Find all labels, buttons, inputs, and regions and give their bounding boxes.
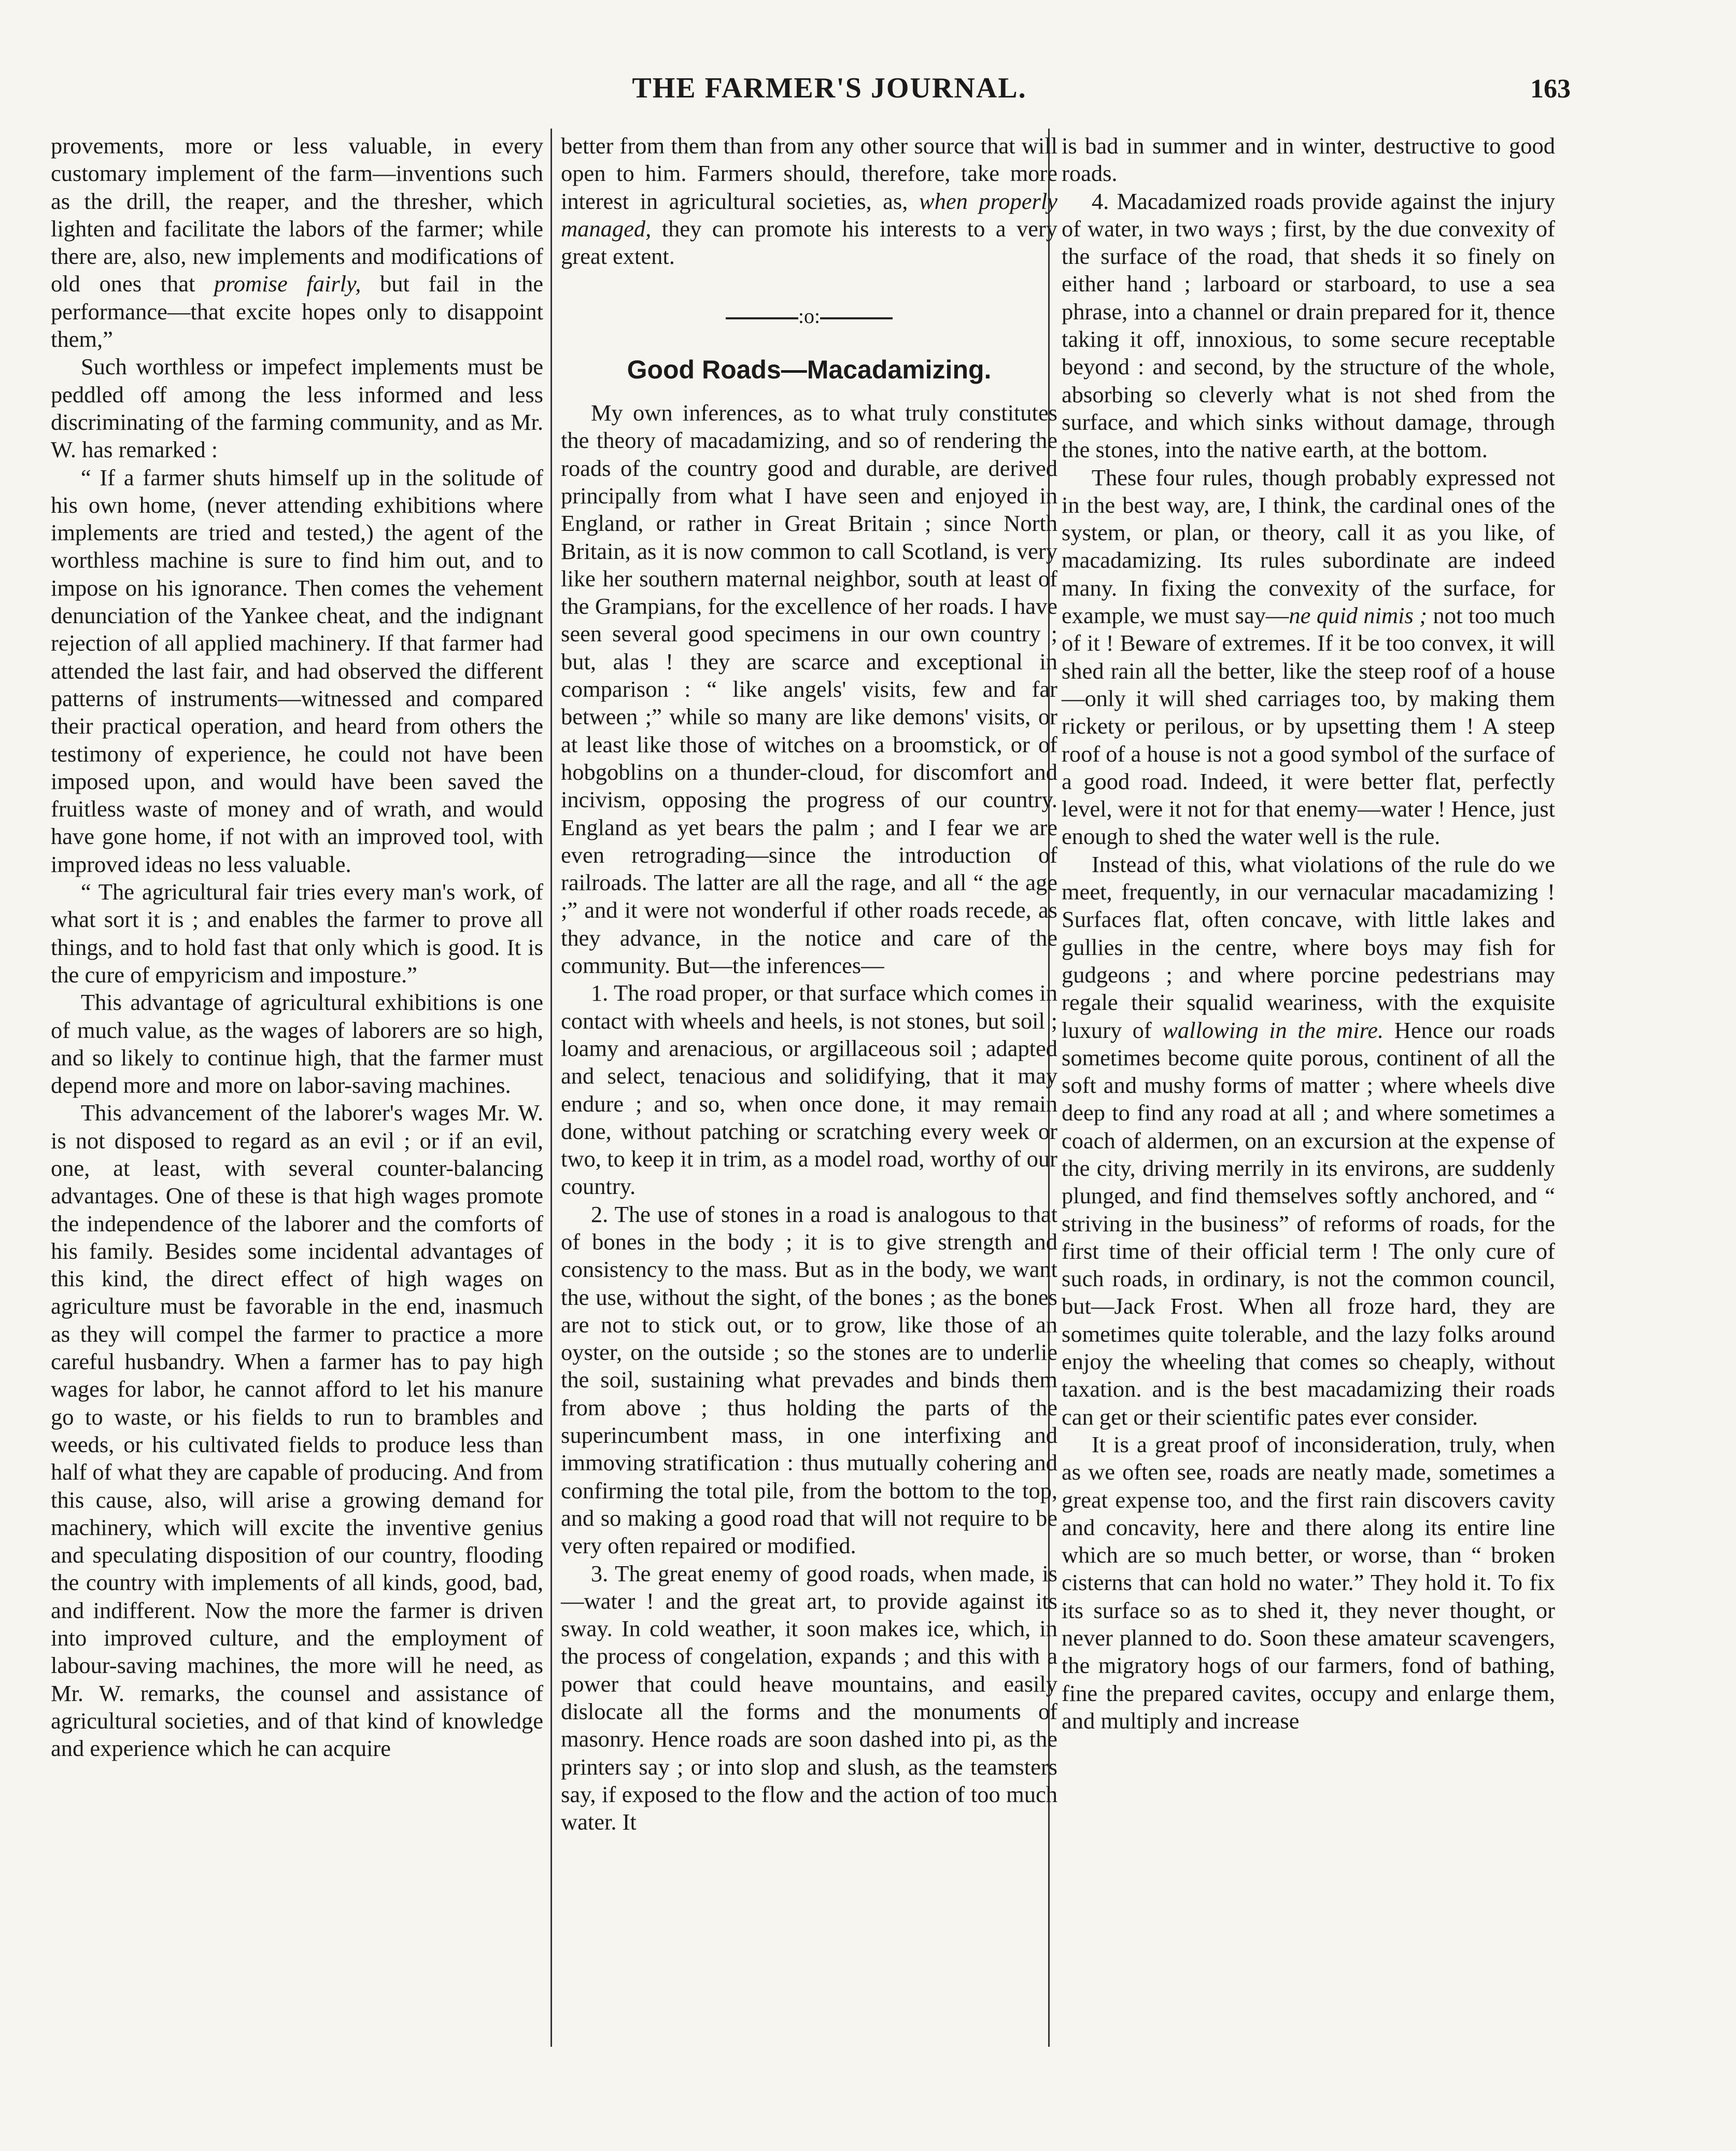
paragraph: provements, more or less valuable, in every customary implement of the farm—inventions such as the drill, the reaper, and the thresher, which lighten and facilitate the labors of the farmer; while there are, also, new implements and modifications of old ones that promise fairly, but fail in the performance—that excite hopes only to disappoint them,” (51, 133, 543, 353)
paragraph: This advancement of the laborer's wages Mr. W. is not disposed to regard as an evil ; or if an evil, one, at least, with several counter-balancing advantages. One of these is that high wages promote the independence of the laborer and the comforts of his family. Besides some incidental advantages of this kind, the direct effect of high wages on agriculture must be favorable in the end, inasmuch as they will compel the farmer to practice a more careful husbandry. When a farmer has to pay high wages for labor, he cannot afford to let his manure go to waste, or his fields to run to brambles and weeds, or his cultivated fields to produce less than half of what they are capable of producing. And from this cause, also, will arise a growing demand for machinery, which will excite the inventive genius and speculating disposition of our country, flooding the country with implements of all kinds, good, bad, and indifferent. Now the more the farmer is driven into improved culture, and the employment of labour-saving machines, the more will he need, as Mr. W. remarks, the counsel and assistance of agricultural societies, and of that kind of knowledge and experience which he can acquire (51, 1100, 543, 1762)
numbered-rule: 3. The great enemy of good roads, when made, is—water ! and the great art, to provide against its sway. In cold weather, it soon makes ice, which, in the process of congelation, expands ; and this with a power that could heave mountains, and easily dislocate all the forms and the monuments of masonry. Hence roads are soon dashed into pi, as the printers say ; or into slop and slush, as the teamsters say, if exposed to the flow and the action of too much water. It (561, 1560, 1057, 1835)
numbered-rule: 1. The road proper, or that surface which comes in contact with wheels and heels, is not stones, but soil ; loamy and arenacious, or argillaceous soil ; adapted and select, tenacious and solidifying, that it may endure ; and so, when once done, it may remain done, without patching or scratching every week or two, to keep it in trim, as a model road, worthy of our country. (561, 980, 1057, 1200)
paragraph: better from them than from any other source that will open to him. Farmers should, therefore, take more interest in agricultural societies, as, when properly managed, they can promote his interests to a very great extent. (561, 133, 1058, 270)
paragraph: is bad in summer and in winter, destructive to good roads. (1062, 133, 1555, 187)
paragraph: This advantage of agricultural exhibitions is one of much value, as the wages of laborers are so high, and so likely to continue high, that the farmer must depend more and more on labor-saving machines. (51, 989, 543, 1099)
paragraph: These four rules, though probably expressed not in the best way, are, I think, the cardinal ones of the system, or plan, or theory, call it as you like, of macadamizing. Its rules subordinate are indeed many. In fixing the convexity of the surface, for example, we must say—ne quid nimis ; not too much of it ! Beware of extremes. If it be too convex, it will shed rain all the better, like the steep roof of a house—only it will shed carriages too, by making them rickety or perilous, or by upsetting them ! A steep roof of a house is not a good symbol of the surface of a good road. Indeed, it were better flat, perfectly level, were it not for that enemy—water ! Hence, just enough to shed the water well is the rule. (1062, 464, 1556, 850)
numbered-rule: 4. Macadamized roads provide against the injury of water, in two ways ; first, by the due convexity of the surface of the road, that sheds it so finely on either hand ; larboard or starboard, to use a sea phrase, into a channel or drain prepared for it, thence taking it off, innoxious, to some secure receptable beyond : and second, by the structure of the whole, absorbing so cleverly what is not shed from the surface, and which sinks without damage, through the stones, into the native earth, at the bottom. (1062, 188, 1555, 463)
quoted-paragraph: “ If a farmer shuts himself up in the solitude of his own home, (never attending exhibitions where implements are tried and tested,) the agent of the worthless machine is sure to find him out, and to impose on his ignorance. Then comes the vehement denunciation of the Yankee cheat, and the indignant rejection of all applied machinery. If that farmer had attended the last fair, and had observed the different patterns of instruments—witnessed and compared their practical operation, and heard from others the testimony of experience, he could not have been imposed upon, and would have been saved the fruitless waste of money and of wrath, and would have gone home, if not with an improved tool, with improved ideas no less valuable. (51, 464, 543, 877)
article-title: Good Roads—Macadamizing. (627, 355, 992, 384)
journal-title: THE FARMER'S JOURNAL. (632, 72, 1027, 104)
page-header (31, 72, 1705, 118)
paragraph: Such worthless or impefect implements must be peddled off among the less informed and less discriminating of the farming community, and as Mr. W. has remarked : (51, 354, 543, 463)
paragraph: Instead of this, what violations of the rule do we meet, frequently, in our vernacular macadamizing ! Surfaces flat, often concave, with little lakes and gullies in the centre, where boys may fish for gudgeons ; and where porcine pedestrians may regale their squalid weariness, with the exquisite luxury of wallowing in the mire. Hence our roads sometimes become quite porous, continent of all the soft and mushy forms of matter ; where wheels dive deep to find any road at all ; and where sometimes a coach of aldermen, on an excursion at the expense of the city, driving merrily in its environs, are suddenly plunged, and find themselves softly anchored, and “ striving in the business” of reforms of roads, for the first time of their official term ! The only cure of such roads, in ordinary, is not the common council, but—Jack Frost. When all froze hard, they are sometimes quite tolerable, and the lazy folks around enjoy the wheeling that comes so cheaply, without taxation. and is the best macadamizing their roads can get or their scientific pates ever consider. (1062, 851, 1556, 1430)
column-3 (1062, 132, 1555, 1735)
column-2 (561, 132, 1057, 1836)
numbered-rule: 2. The use of stones in a road is analogous to that of bones in the body ; it is to give strength and consistency to the mass. But as in the body, we want the use, without the sight, of the bones ; as the bones are not to stick out, or to grow, like those of an oyster, on the outside ; so the stones are to underlie the soil, sustaining what prevades and binds them from above ; thus holding the parts of the superincumbent mass, in one interfixing and immoving stratification : thus mutually cohering and confirming the total pile, from the bottom to the top, and so making a good road that will not require to be very often repaired or modified. (561, 1201, 1057, 1559)
paragraph: My own inferences, as to what truly constitutes the theory of macadamizing, and so of rendering the roads of the country good and durable, are derived principally from what I have seen and enjoyed in England, or rather in Great Britain ; since North Britain, as it is now common to call Scotland, is very like her southern maternal neighbor, south at least of the Grampians, for the excellence of her roads. I have seen several good specimens in our own country ; but, alas ! they are scarce and exceptional in comparison : “ like angels' visits, few and far between ;” while so many are like demons' visits, or at least like those of witches on a broomstick, or of hobgoblins on a thunder-cloud, for discomfort and incivism, opposing the progress of our country. England as yet bears the palm ; and I fear we are even retrograding—since the introduction of railroads. The latter are all the rage, and all “ the age ;” and it were not wonderful if other roads recede, as they advance, in the notice and care of the community. But—the inferences— (561, 400, 1057, 979)
quoted-paragraph: “ The agricultural fair tries every man's work, of what sort it is ; and enables the farmer to prove all things, and to hold fast that only which is good. It is the cure of empyricism and imposture.” (51, 879, 543, 988)
column-rule-left (551, 129, 552, 2047)
section-divider: :o: (561, 302, 1057, 330)
page-number: 163 (1530, 74, 1571, 104)
paragraph: It is a great proof of inconsideration, truly, when as we often see, roads are neatly made, sometimes a great expense too, and the first rain discovers cavity and concavity, here and there along its entire line which are so much better, or worse, than “ broken cisterns that can hold no water.” They hold it. To fix its surface so as to shed it, they never thought, or never planned to do. Soon these amateur scavengers, the migratory hogs of our farmers, fond of bathing, fine the prepared cavites, occupy and enlarge them, and multiply and increase (1062, 1431, 1555, 1734)
column-1 (51, 132, 543, 1763)
